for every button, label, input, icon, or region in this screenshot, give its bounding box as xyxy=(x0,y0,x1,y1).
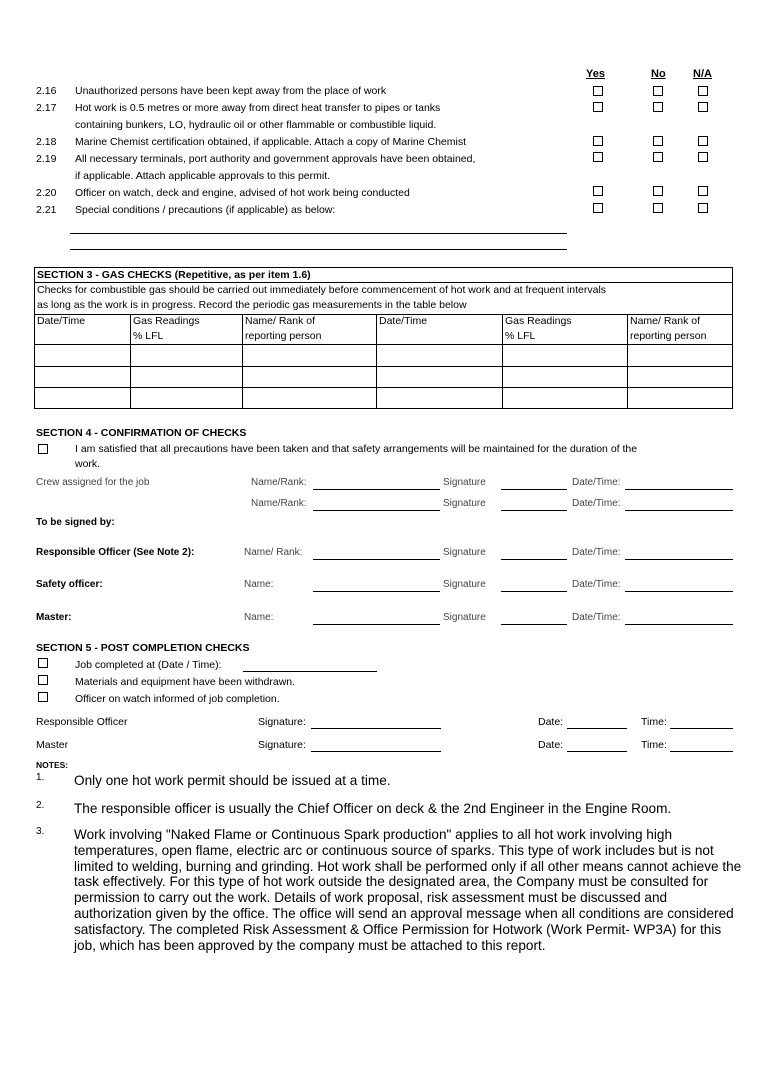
divider xyxy=(35,366,732,367)
date-time-line[interactable] xyxy=(625,559,733,560)
item-number: 2.19 xyxy=(36,153,57,165)
date-time-label: Date/Time: xyxy=(572,477,621,488)
date-time-label: Date/Time: xyxy=(572,612,621,623)
item-text: containing bunkers, LO, hydraulic oil or other flammable or combustible liquid. xyxy=(75,119,437,131)
header-gas-readings: Gas Readings xyxy=(505,315,572,327)
time-line[interactable] xyxy=(670,728,733,729)
officer-informed-label: Officer on watch informed of job completion. xyxy=(75,693,280,705)
header-name-rank-sub: reporting person xyxy=(245,330,322,342)
responsible-officer-label: Responsible Officer xyxy=(36,716,128,728)
divider xyxy=(35,387,732,388)
header-date-time: Date/Time xyxy=(379,315,428,327)
section3-description: Checks for combustible gas should be carried out immediately before commencement of hot work and at frequent intervals xyxy=(37,284,607,296)
special-conditions-line[interactable] xyxy=(70,233,567,234)
date-line[interactable] xyxy=(567,751,627,752)
signature-label: Signature xyxy=(443,612,486,623)
date-time-label: Date/Time: xyxy=(572,579,621,590)
notes-heading: NOTES: xyxy=(36,760,69,770)
na-checkbox[interactable] xyxy=(698,136,708,146)
note-text: The responsible officer is usually the Chief Officer on deck & the 2nd Engineer in the Engine Room. xyxy=(74,801,672,816)
na-checkbox[interactable] xyxy=(698,152,708,162)
name-line[interactable] xyxy=(313,624,440,625)
header-name-rank: Name/ Rank of xyxy=(630,315,701,327)
time-label: Time: xyxy=(641,716,667,728)
divider xyxy=(502,314,503,408)
header-gas-readings-unit: % LFL xyxy=(505,330,536,342)
date-time-line[interactable] xyxy=(625,510,733,511)
item-text: Special conditions / precautions (if applicable) as below: xyxy=(75,204,336,216)
divider xyxy=(376,314,377,408)
time-line[interactable] xyxy=(670,751,733,752)
name-rank-line[interactable] xyxy=(313,559,440,560)
name-rank-line[interactable] xyxy=(313,489,440,490)
job-completed-label: Job completed at (Date / Time): xyxy=(75,659,222,671)
master-label: Master: xyxy=(36,612,72,623)
materials-withdrawn-label: Materials and equipment have been withdrawn. xyxy=(75,676,296,688)
name-rank-label: Name/ Rank: xyxy=(244,547,303,558)
na-checkbox[interactable] xyxy=(698,86,708,96)
name-rank-line[interactable] xyxy=(313,510,440,511)
item-text: Unauthorized persons have been kept away from the place of work xyxy=(75,85,387,97)
no-checkbox[interactable] xyxy=(653,203,663,213)
yes-checkbox[interactable] xyxy=(593,186,603,196)
divider xyxy=(130,314,131,408)
name-line[interactable] xyxy=(313,591,440,592)
item-number: 2.20 xyxy=(36,187,57,199)
signature-line[interactable] xyxy=(501,510,567,511)
item-text: Hot work is 0.5 metres or more away from direct heat transfer to pipes or tanks xyxy=(75,102,441,114)
job-completed-line[interactable] xyxy=(243,671,377,672)
divider xyxy=(242,314,243,408)
master-label: Master xyxy=(36,739,69,751)
item-text: if applicable. Attach applicable approvals to this permit. xyxy=(75,170,331,182)
signature-line[interactable] xyxy=(311,728,441,729)
item-number: 2.16 xyxy=(36,85,57,97)
officer-informed-checkbox[interactable] xyxy=(38,692,48,702)
item-number: 2.21 xyxy=(36,204,57,216)
signature-line[interactable] xyxy=(501,591,567,592)
section5-title: SECTION 5 - POST COMPLETION CHECKS xyxy=(36,642,250,654)
signature-line[interactable] xyxy=(311,751,441,752)
date-time-line[interactable] xyxy=(625,624,733,625)
note-text: Work involving "Naked Flame or Continuous Spark production" applies to all hot work involving high temperatures, open flame, electric arc or continuous source of sparks. This type of work includes but is not limited to welding, burning and grinding. Hot work shall be performed only if all other means cannot achieve the task effectively. For this type of hot work outside the designated area, the Company must be consulted for permission to carry out the work. Details of work proposal, risk assessment must be discussed and authorization given by the office. The office will send an approval message when all conditions are considered satisfactory. The completed Risk Assessment & Office Permission for Hotwork (Work Permit- WP3A) for this job, which has been approved by the company must be attached to this report. xyxy=(74,827,742,953)
section3-description: as long as the work is in progress. Record the periodic gas measurements in the table below xyxy=(37,299,467,311)
materials-withdrawn-checkbox[interactable] xyxy=(38,675,48,685)
note-number: 2. xyxy=(36,800,45,811)
yes-checkbox[interactable] xyxy=(593,102,603,112)
name-rank-label: Name/Rank: xyxy=(251,477,307,488)
signature-label: Signature: xyxy=(258,739,306,751)
responsible-officer-label: Responsible Officer (See Note 2): xyxy=(36,547,195,558)
header-date-time: Date/Time xyxy=(37,315,86,327)
gas-checks-table xyxy=(34,267,733,409)
yes-column-header: Yes xyxy=(586,68,605,80)
name-label: Name: xyxy=(244,579,274,590)
date-label: Date: xyxy=(538,739,564,751)
date-time-label: Date/Time: xyxy=(572,498,621,509)
time-label: Time: xyxy=(641,739,667,751)
name-rank-label: Name/Rank: xyxy=(251,498,307,509)
yes-checkbox[interactable] xyxy=(593,86,603,96)
na-checkbox[interactable] xyxy=(698,203,708,213)
signature-line[interactable] xyxy=(501,489,567,490)
date-time-line[interactable] xyxy=(625,489,733,490)
header-gas-readings: Gas Readings xyxy=(133,315,200,327)
no-checkbox[interactable] xyxy=(653,102,663,112)
special-conditions-line[interactable] xyxy=(70,249,567,250)
divider xyxy=(627,314,628,408)
signature-label: Signature xyxy=(443,498,486,509)
note-number: 1. xyxy=(36,772,45,783)
no-checkbox[interactable] xyxy=(653,136,663,146)
item-number: 2.18 xyxy=(36,136,57,148)
item-text: Marine Chemist certification obtained, if applicable. Attach a copy of Marine Chemist xyxy=(75,136,467,148)
confirmation-statement: I am satisfied that all precautions have been taken and that safety arrangements will be maintained for the duration of the xyxy=(75,443,638,455)
no-checkbox[interactable] xyxy=(653,152,663,162)
item-text: All necessary terminals, port authority and government approvals have been obtained, xyxy=(75,153,476,165)
item-number: 2.17 xyxy=(36,102,57,114)
signature-label: Signature xyxy=(443,477,486,488)
note-number: 3. xyxy=(36,826,45,837)
signature-label: Signature: xyxy=(258,716,306,728)
yes-checkbox[interactable] xyxy=(593,203,603,213)
header-name-rank-sub: reporting person xyxy=(630,330,707,342)
signature-label: Signature xyxy=(443,547,486,558)
header-gas-readings-unit: % LFL xyxy=(133,330,164,342)
header-name-rank: Name/ Rank of xyxy=(245,315,316,327)
divider xyxy=(35,344,732,345)
yes-checkbox[interactable] xyxy=(593,152,603,162)
na-checkbox[interactable] xyxy=(698,186,708,196)
signature-line[interactable] xyxy=(501,559,567,560)
to-be-signed-label: To be signed by: xyxy=(36,517,115,528)
section4-title: SECTION 4 - CONFIRMATION OF CHECKS xyxy=(36,427,247,439)
note-text: Only one hot work permit should be issued at a time. xyxy=(74,773,391,788)
date-time-label: Date/Time: xyxy=(572,547,621,558)
name-label: Name: xyxy=(244,612,274,623)
na-checkbox[interactable] xyxy=(698,102,708,112)
signature-line[interactable] xyxy=(501,624,567,625)
safety-officer-label: Safety officer: xyxy=(36,579,103,590)
confirmation-checkbox[interactable] xyxy=(38,444,48,454)
job-completed-checkbox[interactable] xyxy=(38,658,48,668)
no-checkbox[interactable] xyxy=(653,86,663,96)
date-time-line[interactable] xyxy=(625,591,733,592)
signature-label: Signature xyxy=(443,579,486,590)
item-text: Officer on watch, deck and engine, advised of hot work being conducted xyxy=(75,187,410,199)
na-column-header: N/A xyxy=(693,68,712,80)
section3-title: SECTION 3 - GAS CHECKS (Repetitive, as per item 1.6) xyxy=(37,269,311,281)
crew-label: Crew assigned for the job xyxy=(36,477,150,488)
confirmation-statement: work. xyxy=(75,458,101,470)
yes-checkbox[interactable] xyxy=(593,136,603,146)
date-line[interactable] xyxy=(567,728,627,729)
no-checkbox[interactable] xyxy=(653,186,663,196)
no-column-header: No xyxy=(651,68,666,80)
date-label: Date: xyxy=(538,716,564,728)
